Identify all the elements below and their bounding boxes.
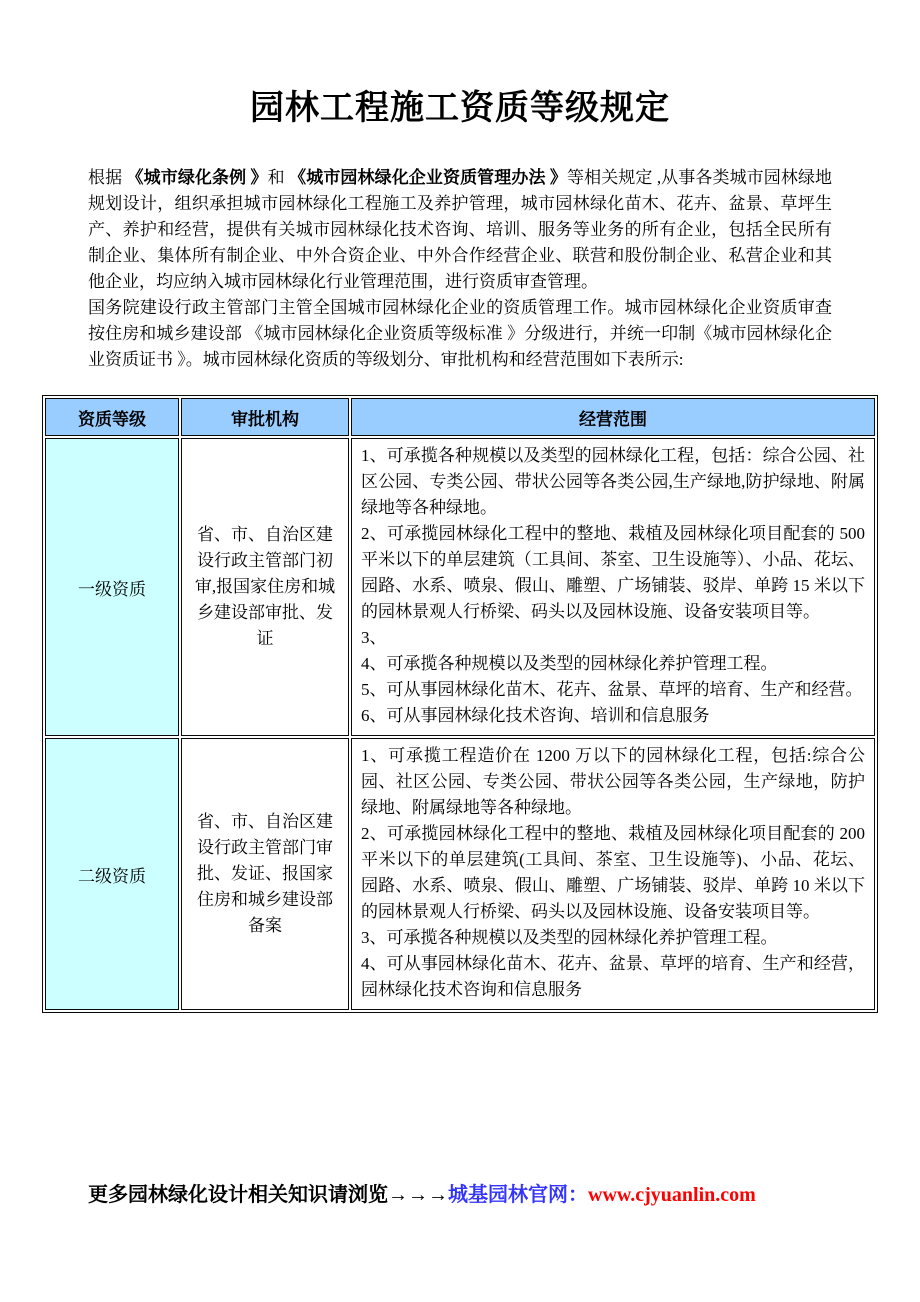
intro-p1-run-2: 和 xyxy=(267,168,290,187)
footer-prefix: 更多园林绿化设计相关知识请浏览→→→ xyxy=(88,1184,448,1206)
qualification-table xyxy=(42,395,878,1013)
intro-paragraph-2: 国务院建设行政主管部门主管全国城市园林绿化企业的资质管理工作。城市园林绿化企业资质审查按住房和城乡建设部 《城市园林绿化企业资质等级标准 》分级进行，并统一印制《城市园林绿化企业资质证书 》。城市园林绿化资质的等级划分、审批机构和经营范围如下表所示: xyxy=(88,298,832,369)
authority-cell-grade1: 省、市、自治区建设行政主管部门初审,报国家住房和城乡建设部审批、发证 xyxy=(181,438,349,736)
scope-item: 2、可承揽园林绿化工程中的整地、栽植及园林绿化项目配套的 200 平米以下的单层建筑(工具间、茶室、卫生设施等)、小品、花坛、园路、水系、喷泉、假山、雕塑、广场铺装、驳岸、单跨 10 米以下的园林景观人行桥梁、码头以及园林设施、设备安装项目等。 xyxy=(361,824,865,921)
authority-cell-grade2: 省、市、自治区建设行政主管部门审批、发证、报国家住房和城乡建设部备案 xyxy=(181,738,349,1010)
scope-item: 6、可从事园林绿化技术咨询、培训和信息服务 xyxy=(361,706,710,725)
scope-item: 3、可承揽各种规模以及类型的园林绿化养护管理工程。 xyxy=(361,928,778,947)
footer-note xyxy=(88,1178,756,1207)
intro-paragraph-1 xyxy=(88,165,832,295)
intro-p1-run-4: 等相关规定 ,从事各类城市园林绿地规划设计，组织承担城市园林绿化工程施工及养护管理，城市园林绿化苗木、花卉、盆景、草坪生产、养护和经营，提供有关城市园林绿化技术咨询、培训、服务等业务的所有企业，包括全民所有制企业、集体所有制企业、中外合资企业、中外合作经营企业、联营和股份制企业、私营企业和其他企业，均应纳入城市园林绿化行业管理范围，进行资质审查管理。 xyxy=(88,168,833,291)
page-title: 园林工程施工资质等级规定 xyxy=(250,89,670,127)
site-name-link[interactable]: 城基园林官网： xyxy=(448,1184,588,1206)
table-row-grade2 xyxy=(45,738,875,1010)
level-cell-grade1: 一级资质 xyxy=(45,438,179,736)
scope-item: 1、可承揽各种规模以及类型的园林绿化工程，包括：综合公园、社区公园、专类公园、带状公园等各类公园,生产绿地,防护绿地、附属绿地等各种绿地。 xyxy=(361,446,865,517)
regulation-title-2: 《城市园林绿化企业资质管理办法 》 xyxy=(289,168,568,187)
scope-item: 1、可承揽工程造价在 1200 万以下的园林绿化工程，包括:综合公园、社区公园、专类公园、带状公园等各类公园，生产绿地，防护绿地、附属绿地等各种绿地。 xyxy=(361,746,865,817)
site-url-link[interactable]: www.cjyuanlin.com xyxy=(588,1184,756,1206)
header-qualification-level: 资质等级 xyxy=(45,398,179,436)
scope-item: 2、可承揽园林绿化工程中的整地、栽植及园林绿化项目配套的 500 平米以下的单层建筑（工具间、茶室、卫生设施等）、小品、花坛、园路、水系、喷泉、假山、雕塑、广场铺装、驳岸、单跨 15 米以下的园林景观人行桥梁、码头以及园林设施、设备安装项目等。 xyxy=(361,524,865,621)
regulation-title-1: 《城市绿化条例 》 xyxy=(126,168,268,187)
scope-item: 5、可从事园林绿化苗木、花卉、盆景、草坪的培育、生产和经营。 xyxy=(361,680,863,699)
scope-cell-grade2 xyxy=(351,738,875,1010)
scope-cell-grade1 xyxy=(351,438,875,736)
scope-item: 4、可承揽各种规模以及类型的园林绿化养护管理工程。 xyxy=(361,654,778,673)
table-row-grade1 xyxy=(45,438,875,736)
intro-text xyxy=(88,165,832,373)
scope-item: 4、可从事园林绿化苗木、花卉、盆景、草坪的培育、生产和经营，园林绿化技术咨询和信息服务 xyxy=(361,954,865,999)
level-cell-grade2: 二级资质 xyxy=(45,738,179,1010)
table-header-row xyxy=(45,398,875,436)
header-business-scope: 经营范围 xyxy=(351,398,875,436)
header-approval-authority: 审批机构 xyxy=(181,398,349,436)
scope-item: 3、 xyxy=(361,628,387,647)
intro-p1-run-0: 根据 xyxy=(88,168,127,187)
